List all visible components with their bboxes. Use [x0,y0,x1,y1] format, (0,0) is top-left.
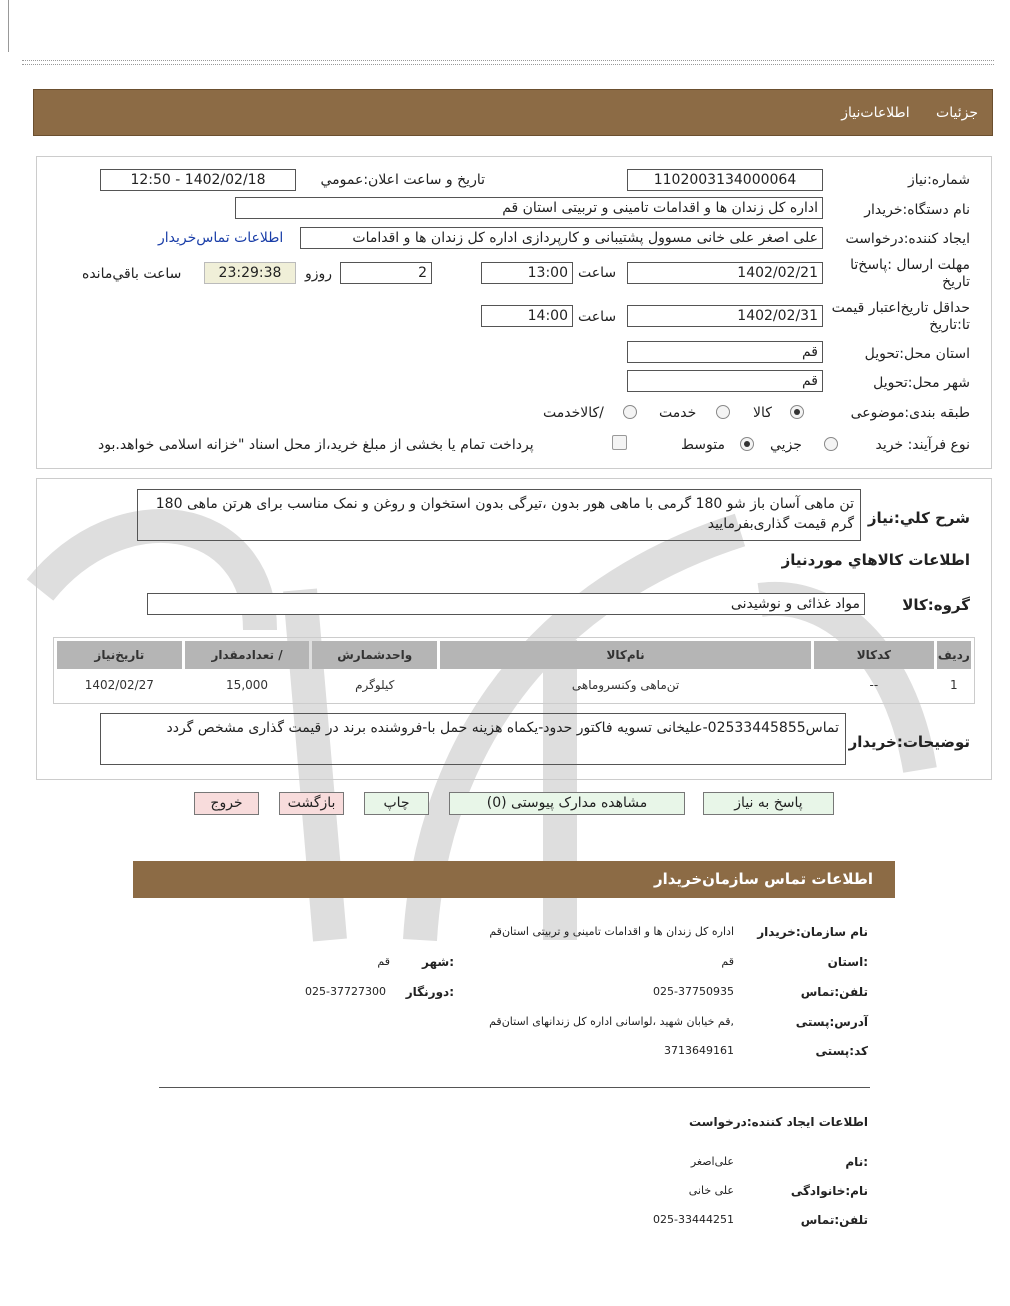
need-number-field: 1102003134000064 [627,169,823,191]
exit-button[interactable]: خروج [194,792,259,815]
contact-org-label: نام سازمان:خريدار [757,925,868,939]
attachments-button[interactable]: مشاهده مدارک پيوستی (0) [449,792,685,815]
reply-button[interactable]: پاسخ به نياز [703,792,834,815]
creator-label: ايجاد كننده:درخواست [845,231,970,247]
creator-name: علی‌اصغر [690,1155,734,1168]
announce-datetime-field: 1402/02/18 - 12:50 [100,169,296,191]
goods-group-field: مواد غذائی و نوشیدنی [147,593,865,615]
col-name: نام‌كالا [440,641,811,669]
buyer-org-field: اداره کل زندان ها و اقدامات تامینی و تربیتی استان قم [235,197,823,219]
process-partial-label: جزيي [770,437,802,453]
goods-group-label: گروه:كالا [902,596,970,614]
back-button[interactable]: بازگشت [279,792,344,815]
creator-info-title: اطلاعات ايجاد كننده:درخواست [688,1115,868,1129]
process-medium-radio[interactable] [740,437,754,451]
tab-details[interactable]: جزئیات [936,105,978,121]
category-both-radio[interactable] [623,405,637,419]
remaining-label: ساعت باقي‌مانده [82,266,182,282]
days-field: 2 [340,262,432,284]
contact-province: قم [721,955,734,968]
deadline-hour-field: 13:00 [481,262,573,284]
days-label: روزو [305,266,333,282]
tab-need-info[interactable]: اطلاعات‌نیاز [841,105,910,121]
category-service-radio[interactable] [716,405,730,419]
creator-family-label: نام:خانوادگی [790,1184,868,1198]
category-both-label: /كالاخدمت [543,405,604,421]
category-service-label: خدمت [659,405,697,421]
contact-address-label: آدرس:پستی [795,1015,868,1029]
category-goods-label: كالا [753,405,772,421]
col-qty: / تعدادمقدار [185,641,310,669]
contact-fax-label: :دورنگار [405,985,454,999]
top-divider [22,60,994,65]
contact-province-label: :استان [827,955,868,969]
cell-row: 1 [950,678,958,692]
validity-hour-field: 14:00 [481,305,573,327]
col-row: رديف [937,641,971,669]
buyer-contact-link[interactable]: اطلاعات تماس‌خريدار [158,230,284,246]
contact-org: اداره کل زندان ها و اقدامات تامینی و تربیتی استان‌قم [489,925,734,938]
goods-table [54,638,974,701]
remaining-time: 23:29:38 [204,262,296,284]
contact-postal-label: کد:پستی [815,1044,868,1058]
table-row [57,672,971,698]
cell-unit: کیلوگرم [355,678,395,692]
goods-table-header [57,641,971,669]
validity-label: حداقل تاريخ‌اعتبار قيمت تا:تاريخ [831,300,970,333]
summary-text: تن ماهی آسان باز شو 180 گرمی با ماهی هور بدون ،تیرگی بدون استخوان و روغن و نمک مناسب برای هرتن ماهی 180 گرم قیمت گذاری‌بفرمایید [137,489,861,541]
col-unit: واحدشمارش [312,641,437,669]
category-label: طبقه بندی:موضوعی [850,405,970,421]
process-label: نوع فرآیند: خرید [875,437,970,453]
print-button[interactable]: چاپ [364,792,429,815]
city-label: شهر محل:تحويل [873,375,970,391]
category-goods-radio[interactable] [790,405,804,419]
cell-code: -- [869,678,879,692]
page-edge-line [8,0,9,52]
contact-header: اطلاعات تماس سازمان‌خريدار [133,861,895,898]
treasury-payment-checkbox[interactable] [612,435,627,450]
cell-qty: 15,000 [226,678,269,692]
contact-fax: 025-37727300 [305,985,386,998]
cell-name: تن‌ماهی وكنسروماهی [571,678,680,692]
creator-field: علی اصغر علی خانی مسوول پشتیبانی و کارپردازی اداره کل زندان ها و اقدامات [300,227,823,249]
buyer-notes-text: تماس02533445855-علیخانی تسویه فاکتور حدود-یکماه هزینه حمل با-فروشنده برند در قیمت گذاری مشخص گردد [100,713,846,765]
city-field: قم [627,370,823,392]
validity-hour-label: ساعت [578,309,617,325]
contact-phone-label: تلفن:تماس [800,985,868,999]
creator-phone-label: تلفن:تماس [800,1213,868,1227]
contact-divider [159,1087,870,1088]
creator-name-label: :نام [845,1155,868,1169]
creator-phone: 025-33444251 [653,1213,734,1226]
process-partial-radio[interactable] [824,437,838,451]
goods-section-title: اطلاعات كالاهاي موردنياز [781,551,970,569]
col-date: تاريخ‌نياز [57,641,182,669]
col-code: كدكالا [814,641,934,669]
deadline-label: مهلت ارسال :پاسخ‌تا تاريخ [850,257,970,290]
need-number-label: شماره:نیاز [907,172,970,188]
contact-city: قم [377,955,390,968]
treasury-payment-label: پرداخت تمام يا بخشی از مبلغ خريد،از محل اسناد "خزانه اسلامی خواهد.بود [98,437,534,453]
contact-address: ,قم خیابان شهید ،لواسانی اداره کل زندانهای استان‌قم [489,1015,734,1028]
goods-table-frame [53,637,975,704]
buyer-notes-label: توضيحات:خريدار [848,733,970,751]
announce-label: تاریخ و ساعت اعلان:عمومي [320,172,485,188]
creator-family: علی خانی [688,1184,734,1197]
validity-date-field: 1402/02/31 [627,305,823,327]
contact-phone: 025-37750935 [653,985,734,998]
process-medium-label: متوسط [681,437,725,453]
contact-city-label: :شهر [422,955,454,969]
details-header [33,89,993,136]
province-field: قم [627,341,823,363]
deadline-date-field: 1402/02/21 [627,262,823,284]
contact-postal: 3713649161 [664,1044,734,1057]
deadline-hour-label: ساعت [578,265,617,281]
buyer-org-label: نام دستگاه:خريدار [864,202,970,218]
province-label: استان محل:تحويل [864,346,970,362]
summary-label: شرح کلي:نياز [867,509,970,527]
cell-date: 1402/02/27 [84,678,154,692]
